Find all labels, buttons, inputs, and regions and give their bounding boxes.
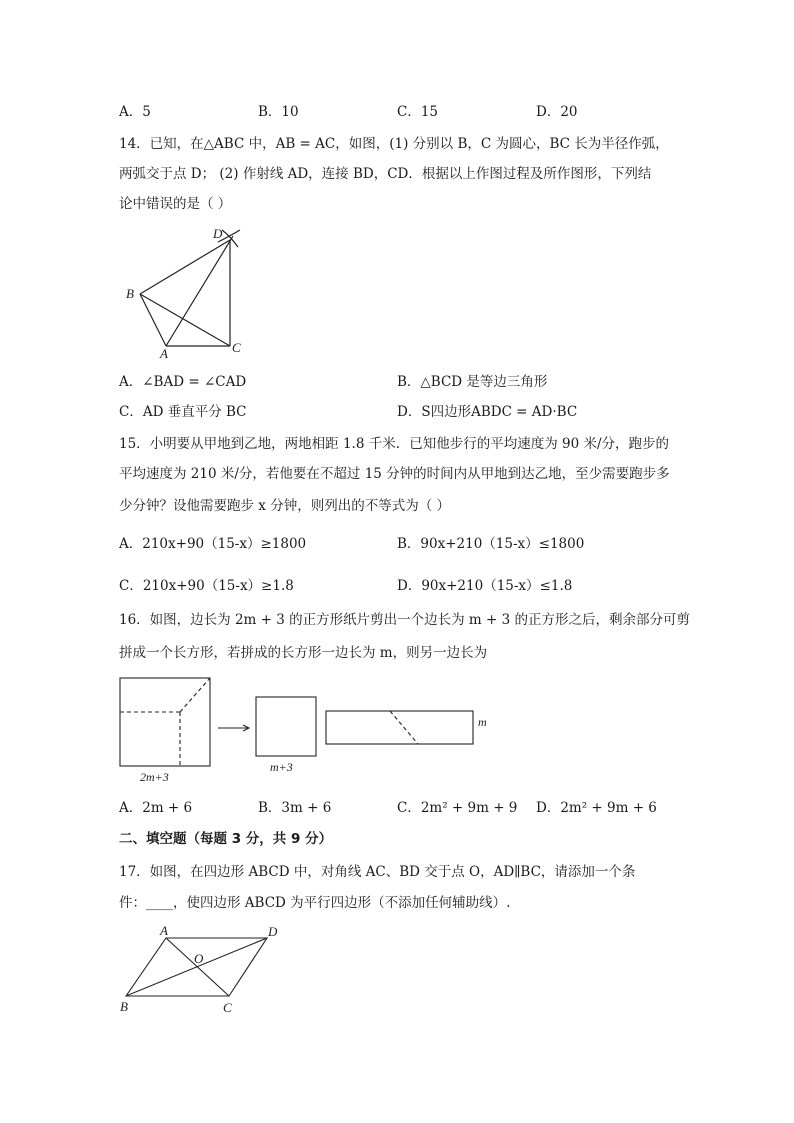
q15-stem-line2: 平均速度为 210 米/分，若他要在不超过 15 分钟的时间内从甲地到达乙地，至少需要跑步多: [119, 466, 670, 482]
q14-stem-line1: 14．已知，在△ABC 中，AB = AC，如图，(1) 分别以 B，C 为圆心，BC 长为半径作弧，: [119, 136, 669, 152]
q16-label-big: 2m+3: [140, 770, 169, 784]
q16-label-small: m+3: [270, 760, 293, 774]
q16-option-b: B．3m + 6: [258, 800, 332, 816]
q17-label-a: A: [160, 923, 168, 938]
q15-option-d: D．90x+210（15-x）≤1.8: [397, 578, 573, 594]
q13-option-b: B．10: [258, 104, 299, 120]
q17-label-d: D: [268, 924, 278, 939]
q13-option-a: A．5: [119, 104, 151, 120]
q14-stem-line3: 论中错误的是（ ）: [119, 196, 232, 212]
q16-label-rect: m: [478, 715, 487, 729]
q13-option-c: C．15: [397, 104, 439, 120]
q14-label-d: D: [213, 226, 223, 241]
q14-option-b: B．△BCD 是等边三角形: [397, 374, 548, 390]
q16-option-c: C．2m² + 9m + 9: [397, 800, 518, 816]
q14-label-b: B: [126, 286, 134, 301]
q15-stem-line1: 15．小明要从甲地到乙地，两地相距 1.8 千米．已知他步行的平均速度为 90 米/分，跑步的: [119, 436, 670, 452]
q16-option-d: D．2m² + 9m + 6: [536, 800, 657, 816]
q15-option-c: C．210x+90（15-x）≥1.8: [119, 578, 294, 594]
q17-stem-line1: 17．如图，在四边形 ABCD 中，对角线 AC、BD 交于点 O，AD∥BC，请添加一个条: [119, 864, 636, 880]
q17-stem-line2: 件：____，使四边形 ABCD 为平行四边形（不添加任何辅助线）.: [119, 895, 511, 911]
q17-label-o: O: [194, 951, 204, 966]
q14-option-c: C．AD 垂直平分 BC: [119, 404, 247, 420]
q14-option-d: D．S四边形ABDC = AD·BC: [397, 404, 578, 420]
q16-stem-line1: 16．如图，边长为 2m + 3 的正方形纸片剪出一个边长为 m + 3 的正方形之后，剩余部分可剪: [119, 612, 691, 628]
q14-label-c: C: [232, 340, 241, 355]
section-title: 二、填空题（每题 3 分，共 9 分）: [119, 831, 333, 847]
q16-option-a: A．2m + 6: [119, 800, 193, 816]
q17-label-c: C: [223, 1000, 232, 1015]
q17-label-b: B: [120, 999, 128, 1014]
q16-stem-line2: 拼成一个长方形，若拼成的长方形一边长为 m，则另一边长为: [119, 645, 488, 661]
q15-option-a: A．210x+90（15-x）≥1800: [119, 536, 307, 552]
q15-stem-line3: 少分钟？设他需要跑步 x 分钟，则列出的不等式为（ ）: [119, 498, 450, 514]
q13-option-d: D．20: [536, 104, 578, 120]
q14-label-a: A: [160, 346, 168, 361]
q14-stem-line2: 两弧交于点 D； (2) 作射线 AD，连接 BD，CD．根据以上作图过程及所作图形，下列结: [119, 166, 652, 182]
q14-option-a: A．∠BAD = ∠CAD: [119, 374, 247, 390]
q17-diagonal-bd: [126, 938, 267, 996]
q15-option-b: B．90x+210（15-x）≤1800: [397, 536, 585, 552]
